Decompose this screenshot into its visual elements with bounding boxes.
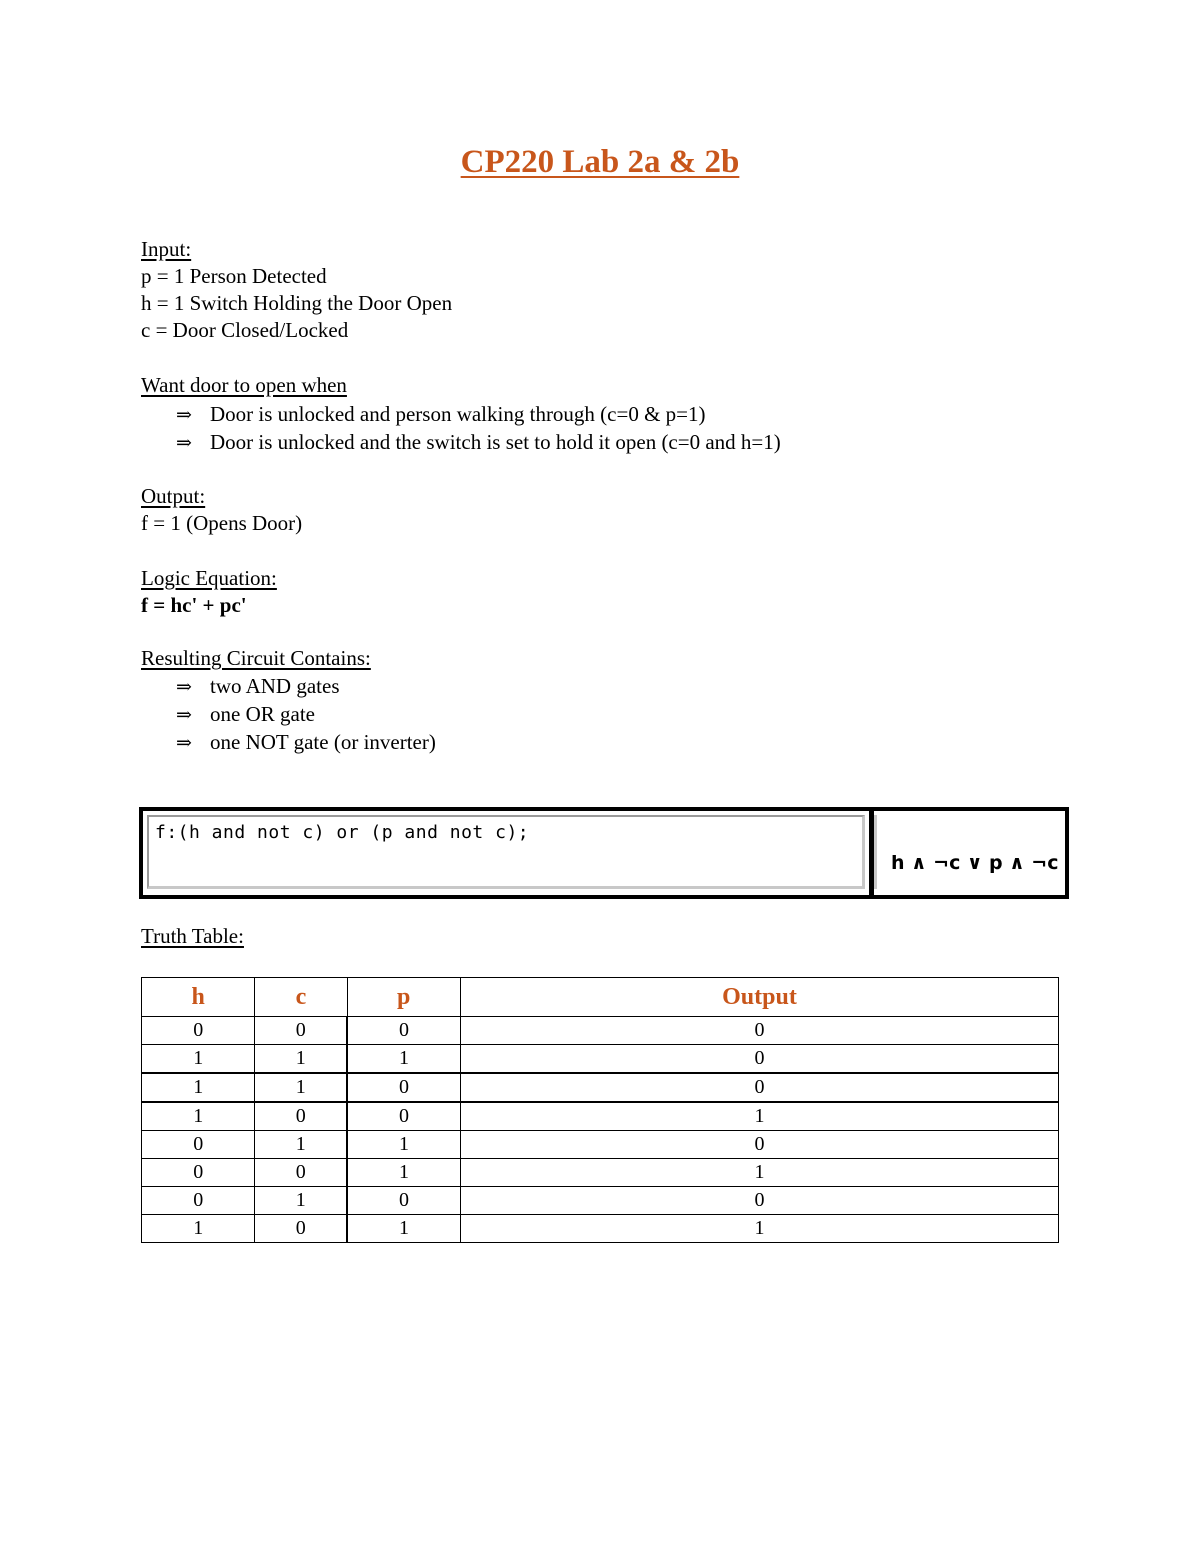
output-heading: Output: xyxy=(141,484,206,508)
want-bullet-1 xyxy=(176,400,706,429)
cell-output: 1 xyxy=(460,1159,1058,1187)
input-line-h: h = 1 Switch Holding the Door Open xyxy=(141,291,453,315)
cell-output: 0 xyxy=(460,1073,1058,1102)
circuit-bullet-1 xyxy=(176,672,340,701)
page-title: CP220 Lab 2a & 2b xyxy=(460,144,740,180)
implies-arrow-icon: ⇒ xyxy=(176,704,192,726)
table-row xyxy=(142,1131,1059,1159)
cell-p: 1 xyxy=(347,1159,460,1187)
table-row xyxy=(142,1215,1059,1243)
cell-c: 0 xyxy=(255,1102,347,1131)
cell-output: 1 xyxy=(460,1102,1058,1131)
cell-h: 1 xyxy=(142,1215,255,1243)
cell-c: 1 xyxy=(255,1045,347,1074)
cell-c: 0 xyxy=(255,1017,347,1045)
code-expression: f:(h and not c) or (p and not c); xyxy=(155,822,530,843)
truth-table-heading: Truth Table: xyxy=(141,924,244,948)
output-line: f = 1 (Opens Door) xyxy=(141,511,303,535)
cell-p: 0 xyxy=(347,1102,460,1131)
cell-h: 0 xyxy=(142,1017,255,1045)
implies-arrow-icon: ⇒ xyxy=(176,732,192,754)
cell-h: 1 xyxy=(142,1073,255,1102)
table-row xyxy=(142,1045,1059,1074)
input-line-p: p = 1 Person Detected xyxy=(141,264,327,288)
truth-table xyxy=(141,977,1059,1243)
input-heading: Input: xyxy=(141,237,192,261)
cell-h: 0 xyxy=(142,1131,255,1159)
header-h: h xyxy=(142,978,255,1017)
cell-h: 0 xyxy=(142,1159,255,1187)
cell-output: 0 xyxy=(460,1187,1058,1215)
circuit-heading: Resulting Circuit Contains: xyxy=(141,646,371,670)
header-p: p xyxy=(347,978,460,1017)
implies-arrow-icon: ⇒ xyxy=(176,676,192,698)
header-output: Output xyxy=(460,978,1058,1017)
code-divider-shadow xyxy=(874,815,877,889)
circuit-bullet-3 xyxy=(176,728,436,757)
want-heading: Want door to open when xyxy=(141,373,347,397)
cell-output: 0 xyxy=(460,1045,1058,1074)
cell-c: 1 xyxy=(255,1187,347,1215)
circuit-bullet-2-text: one OR gate xyxy=(210,702,315,726)
table-row xyxy=(142,1017,1059,1045)
cell-h: 1 xyxy=(142,1102,255,1131)
logic-heading: Logic Equation: xyxy=(141,566,277,590)
cell-p: 0 xyxy=(347,1187,460,1215)
input-line-c: c = Door Closed/Locked xyxy=(141,318,349,342)
cell-p: 0 xyxy=(347,1017,460,1045)
cell-output: 1 xyxy=(460,1215,1058,1243)
table-row xyxy=(142,1159,1059,1187)
cell-p: 1 xyxy=(347,1215,460,1243)
logic-equation: f = hc' + pc' xyxy=(141,593,247,617)
table-row xyxy=(142,1187,1059,1215)
cell-h: 1 xyxy=(142,1045,255,1074)
cell-c: 1 xyxy=(255,1131,347,1159)
cell-output: 0 xyxy=(460,1131,1058,1159)
cell-p: 0 xyxy=(347,1073,460,1102)
logic-tool-screenshot xyxy=(139,807,1069,899)
cell-h: 0 xyxy=(142,1187,255,1215)
cell-p: 1 xyxy=(347,1045,460,1074)
table-header-row xyxy=(142,978,1059,1017)
cell-output: 0 xyxy=(460,1017,1058,1045)
header-c: c xyxy=(255,978,347,1017)
circuit-bullet-1-text: two AND gates xyxy=(210,674,340,698)
want-bullet-2-text: Door is unlocked and the switch is set to hold it open (c=0 and h=1) xyxy=(210,430,781,454)
implies-arrow-icon: ⇒ xyxy=(176,404,192,426)
cell-c: 1 xyxy=(255,1073,347,1102)
cell-c: 0 xyxy=(255,1215,347,1243)
want-bullet-2 xyxy=(176,428,781,457)
cell-c: 0 xyxy=(255,1159,347,1187)
table-row xyxy=(142,1073,1059,1102)
circuit-bullet-2 xyxy=(176,700,315,729)
code-input-area xyxy=(147,815,865,889)
table-row xyxy=(142,1102,1059,1131)
cell-p: 1 xyxy=(347,1131,460,1159)
code-result-expression: h ∧ ¬c ∨ p ∧ ¬c xyxy=(891,852,1059,874)
circuit-bullet-3-text: one NOT gate (or inverter) xyxy=(210,730,436,754)
implies-arrow-icon: ⇒ xyxy=(176,432,192,454)
want-bullet-1-text: Door is unlocked and person walking through (c=0 & p=1) xyxy=(210,402,706,426)
